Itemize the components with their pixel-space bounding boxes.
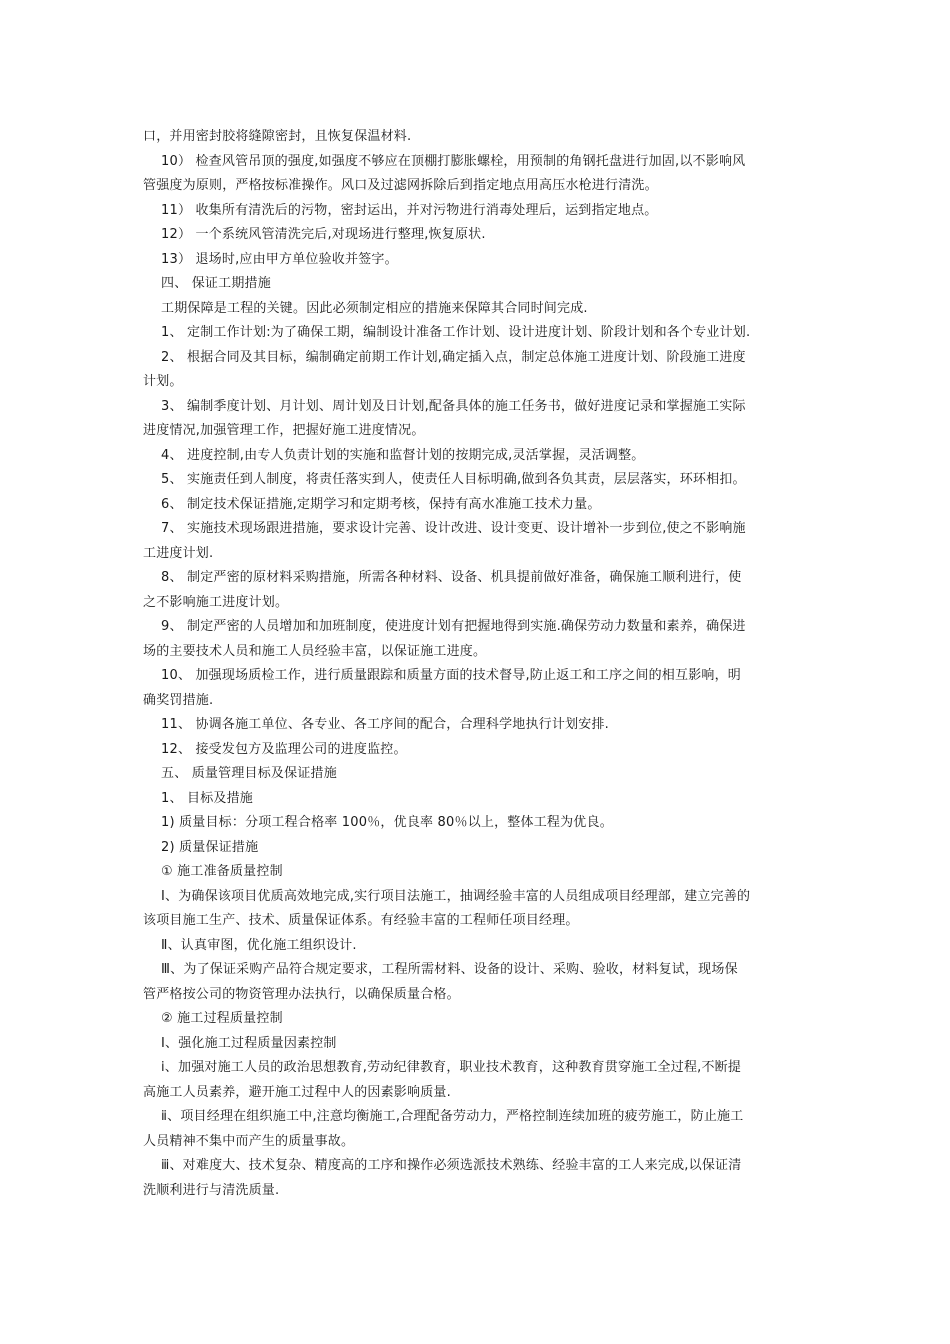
text-line: Ⅲ、为了保证采购产品符合规定要求，工程所需材料、设备的设计、采购、验收，材料复试，现场保 — [161, 962, 738, 977]
text-line: 12） 一个系统风管清洗完后,对现场进行整理,恢复原状. — [161, 227, 486, 242]
text-line: ① 施工准备质量控制 — [161, 864, 283, 879]
text-line: 口，并用密封胶将缝隙密封，且恢复保温材料. — [143, 129, 412, 144]
text-line: 12、 接受发包方及监理公司的进度监控。 — [161, 741, 407, 757]
document-body — [143, 125, 809, 1203]
text-line: 7、 实施技术现场跟进措施，要求设计完善、设计改进、设计变更、设计增补一步到位,使之不影响施 — [161, 521, 746, 536]
text-line: 确奖罚措施. — [143, 692, 214, 708]
text-line: 场的主要技术人员和施工人员经验丰富，以保证施工进度。 — [143, 643, 487, 659]
text-line: 10、 加强现场质检工作，进行质量跟踪和质量方面的技术督导,防止返工和工序之间的相互影响，明 — [161, 668, 742, 683]
text-line: 工进度计划. — [143, 545, 214, 561]
text-line: 3、 编制季度计划、月计划、周计划及日计划,配备具体的施工任务书，做好进度记录和掌握施工实际 — [161, 398, 746, 414]
text-line: 洗顺利进行与清洗质量. — [143, 1182, 280, 1198]
text-line: ⅲ、对难度大、技术复杂、精度高的工序和操作必须选派技术熟练、经验丰富的工人来完成,以保证清 — [161, 1158, 742, 1173]
text-line: 五、 质量管理目标及保证措施 — [161, 766, 337, 781]
text-line: 2) 质量保证措施 — [161, 839, 259, 855]
text-line: ⅱ、项目经理在组织施工中,注意均衡施工,合理配备劳动力，严格控制连续加班的疲劳施工，防止施工 — [161, 1109, 744, 1124]
text-line: 之不影响施工进度计划。 — [143, 594, 289, 610]
text-line: 1) 质量目标：分项工程合格率 100％，优良率 80％以上，整体工程为优良。 — [161, 815, 613, 830]
text-line: 该项目施工生产、技术、质量保证体系。有经验丰富的工程师任项目经理。 — [143, 913, 579, 928]
text-line: 11） 收集所有清洗后的污物，密封运出，并对污物进行消毒处理后，运到指定地点。 — [161, 202, 658, 218]
text-line: 四、 保证工期措施 — [161, 276, 271, 291]
text-line: 计划。 — [143, 374, 183, 389]
text-line: 8、 制定严密的原材料采购措施，所需各种材料、设备、机具提前做好准备，确保施工顺利进行，使 — [161, 570, 742, 585]
text-line: 管严格按公司的物资管理办法执行，以确保质量合格。 — [143, 986, 460, 1002]
text-line: 人员精神不集中而产生的质量事故。 — [143, 1133, 355, 1149]
text-line: ⅰ、加强对施工人员的政治思想教育,劳动纪律教育，职业技术教育，这种教育贯穿施工全过程,不断提 — [161, 1060, 742, 1075]
text-line: ② 施工过程质量控制 — [161, 1011, 283, 1026]
text-line: 9、 制定严密的人员增加和加班制度，使进度计划有把握地得到实施.确保劳动力数量和素养，确保进 — [161, 619, 746, 634]
text-line: 工期保障是工程的关键。因此必须制定相应的措施来保障其合同时间完成. — [161, 300, 588, 316]
text-line: Ⅰ、强化施工过程质量因素控制 — [161, 1035, 337, 1051]
text-line: 4、 进度控制,由专人负责计划的实施和监督计划的按期完成,灵活掌握，灵活调整。 — [161, 447, 645, 463]
text-line: Ⅰ、为确保该项目优质高效地完成,实行项目法施工，抽调经验丰富的人员组成项目经理部，建立完善的 — [161, 888, 751, 904]
text-line: 5、 实施责任到人制度，将责任落实到人，使责任人目标明确,做到各负其责，层层落实，环环相扣。 — [161, 472, 746, 487]
text-line: 1、 定制工作计划:为了确保工期，编制设计准备工作计划、设计进度计划、阶段计划和各个专业计划. — [161, 325, 751, 340]
text-line: 高施工人员素养，避开施工过程中人的因素影响质量. — [143, 1084, 451, 1100]
text-line: 6、 制定技术保证措施,定期学习和定期考核，保持有高水准施工技术力量。 — [161, 496, 601, 512]
text-line: 进度情况,加强管理工作，把握好施工进度情况。 — [143, 423, 425, 438]
text-line: 11、 协调各施工单位、各专业、各工序间的配合，合理科学地执行计划安排. — [161, 717, 610, 732]
text-line: 管强度为原则，严格按标准操作。风口及过滤网拆除后到指定地点用高压水枪进行清洗。 — [143, 178, 658, 193]
text-line: Ⅱ、认真审图，优化施工组织设计. — [161, 937, 357, 953]
text-line: 2、 根据合同及其目标，编制确定前期工作计划,确定插入点，制定总体施工进度计划、阶段施工进度 — [161, 349, 746, 365]
text-line: 13） 退场时,应由甲方单位验收并签字。 — [161, 251, 398, 267]
text-line: 1、 目标及措施 — [161, 790, 254, 806]
text-line: 10） 检查风管吊顶的强度,如强度不够应在顶棚打膨胀螺栓，用预制的角钢托盘进行加固,以不影响风 — [161, 153, 746, 169]
